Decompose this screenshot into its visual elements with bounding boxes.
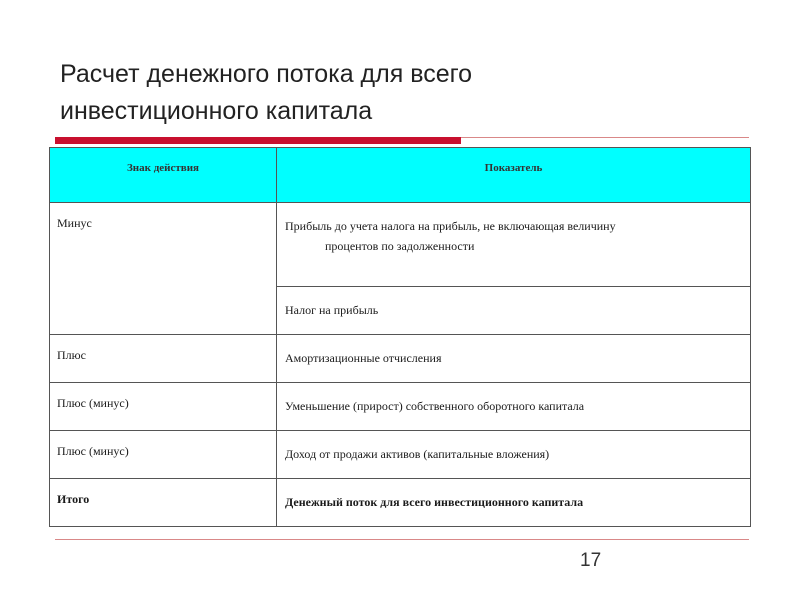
header-indicator: Показатель <box>277 148 751 203</box>
sign-cell-total: Итого <box>50 479 277 527</box>
sign-cell: Плюс (минус) <box>50 383 277 431</box>
cash-flow-table <box>49 147 751 527</box>
indicator-cell: Налог на прибыль <box>277 287 751 335</box>
slide-title: Расчет денежного потока для всего инвестиционного капитала <box>60 60 473 125</box>
indicator-line: Прибыль до учета налога на прибыль, не включающая величину <box>285 219 616 233</box>
title-underline-thick <box>55 137 461 144</box>
sign-cell: Минус <box>50 203 277 335</box>
table-row <box>50 335 751 383</box>
table-row <box>50 203 751 287</box>
sign-cell: Плюс <box>50 335 277 383</box>
footer-rule <box>55 539 749 540</box>
title-underline-thin <box>461 137 749 138</box>
indicator-cell: Доход от продажи активов (капитальные вложения) <box>277 431 751 479</box>
sign-cell: Плюс (минус) <box>50 431 277 479</box>
indicator-cell-total: Денежный поток для всего инвестиционного капитала <box>277 479 751 527</box>
indicator-cell: Амортизационные отчисления <box>277 335 751 383</box>
table-row <box>50 383 751 431</box>
indicator-cell <box>277 203 751 287</box>
table-row-total <box>50 479 751 527</box>
indicator-cell: Уменьшение (прирост) собственного оборотного капитала <box>277 383 751 431</box>
header-sign: Знак действия <box>50 148 277 203</box>
page-number: 17 <box>580 550 602 571</box>
indicator-line: процентов по задолженности <box>325 239 475 253</box>
table-row <box>50 431 751 479</box>
table-header-row <box>50 148 751 203</box>
